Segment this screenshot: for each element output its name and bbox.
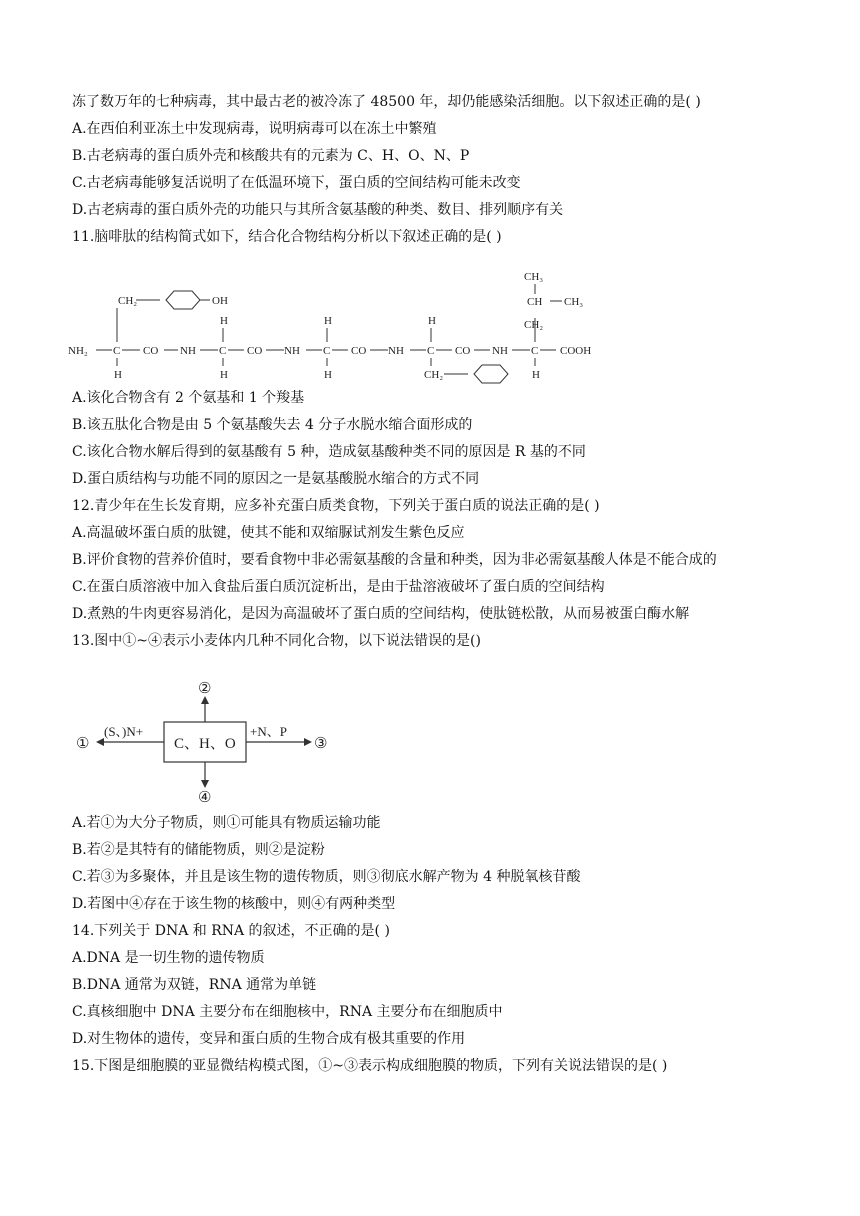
text-line: 12.青少年在生长发育期，应多补充蛋白质类食物，下列关于蛋白质的说法正确的是( ) [72,498,600,514]
h-label: H [220,315,228,327]
carboxyl-group-label: COOH [560,345,592,357]
text-line: 14.下列关于 DNA 和 RNA 的叙述，不正确的是( ) [72,923,390,939]
compound-2-label: ② [198,681,212,697]
text-line: A.DNA 是一切生物的遗传物质 [72,950,265,966]
alpha-carbon-4: C [427,345,435,357]
alpha-carbon-2: C [219,345,227,357]
text-line: A.在西伯利亚冻土中发现病毒，说明病毒可以在冻土中繁殖 [72,121,437,137]
alpha-carbon-5: C [531,345,539,357]
amide-3: NH [388,345,404,357]
text-line: C.古老病毒能够复活说明了在低温环境下，蛋白质的空间结构可能未改变 [72,175,521,191]
text-line: B.古老病毒的蛋白质外壳和核酸共有的元素为 C、H、O、N、P [72,148,470,164]
compound-3-label: ③ [314,736,328,752]
text-line: B.DNA 通常为双链，RNA 通常为单链 [72,977,317,993]
carbonyl-3: CO [351,345,367,357]
carbonyl-2: CO [247,345,263,357]
ch2-label: CH₂ [118,295,138,307]
text-line: B.若②是其特有的储能物质，则②是淀粉 [72,842,325,858]
ch3-label: CH₃ [524,271,544,283]
h-label: H [428,315,436,327]
ch2-label: CH₂ [524,319,544,331]
amide-2: NH [284,345,300,357]
text-line: 13.图中①~④表示小麦体内几种不同化合物，以下说法错误的是() [72,633,481,649]
hydroxyl-label: OH [212,295,228,307]
alpha-carbon-1: C [113,345,121,357]
text-line: 11.脑啡肽的结构简式如下，结合化合物结构分析以下叙述正确的是( ) [72,229,502,245]
amide-1: NH [180,345,196,357]
h-label: H [324,369,332,381]
enkephalin-structure-diagram [60,262,620,384]
text-line: C.真核细胞中 DNA 主要分布在细胞核中，RNA 主要分布在细胞质中 [72,1004,503,1020]
elements-box-label: C、H、O [174,736,236,752]
h-label: H [114,369,122,381]
text-line: 冻了数万年的七种病毒，其中最古老的被冷冻了 48500 年，却仍能感染活细胞。以下叙述正确的是( ) [72,94,701,110]
h-label: H [220,369,228,381]
text-line: C.若③为多聚体，并且是该生物的遗传物质，则③彻底水解产物为 4 种脱氧核苷酸 [72,869,581,885]
left-element-label: (S、)N+ [104,724,144,739]
ch2-label: CH₂ [424,369,444,381]
h-label: H [532,369,540,381]
text-line: D.对生物体的遗传，变异和蛋白质的生物合成有极其重要的作用 [72,1031,466,1047]
text-line: C.在蛋白质溶液中加入食盐后蛋白质沉淀析出，是由于盐溶液破坏了蛋白质的空间结构 [72,579,605,595]
text-line: D.煮熟的牛肉更容易消化，是因为高温破坏了蛋白质的空间结构，使肽链松散，从而易被蛋白酶水解 [72,606,690,622]
text-line: B.评价食物的营养价值时，要看食物中非必需氨基酸的含量和种类，因为非必需氨基酸人体是不能合成的 [72,552,717,568]
amino-group-label: NH₂ [68,345,88,357]
ch-label: CH [527,296,543,308]
h-label: H [324,315,332,327]
carbonyl-4: CO [455,345,471,357]
ch3-label: CH₃ [564,296,584,308]
text-line: A.若①为大分子物质，则①可能具有物质运输功能 [72,815,381,831]
text-line: D.古老病毒的蛋白质外壳的功能只与其所含氨基酸的种类、数目、排列顺序有关 [72,202,564,218]
alpha-carbon-3: C [323,345,331,357]
text-line: A.高温破坏蛋白质的肽键，使其不能和双缩脲试剂发生紫色反应 [72,525,465,541]
right-element-label: +N、P [250,724,287,739]
compound-1-label: ① [76,736,90,752]
text-line: B.该五肽化合物是由 5 个氨基酸失去 4 分子水脱水缩合面形成的 [72,417,473,433]
compound-element-diagram [68,676,338,806]
text-line: A.该化合物含有 2 个氨基和 1 个羧基 [72,390,305,406]
compound-4-label: ④ [198,790,212,806]
text-line: C.该化合物水解后得到的氨基酸有 5 种，造成氨基酸种类不同的原因是 R 基的不同 [72,444,586,460]
text-line: D.蛋白质结构与功能不同的原因之一是氨基酸脱水缩合的方式不同 [72,471,480,487]
amide-4: NH [492,345,508,357]
carbonyl-1: CO [143,345,159,357]
text-line: 15.下图是细胞膜的亚显微结构模式图，①~③表示构成细胞膜的物质，下列有关说法错误的是( ) [72,1058,668,1074]
text-line: D.若图中④存在于该生物的核酸中，则④有两种类型 [72,896,396,912]
